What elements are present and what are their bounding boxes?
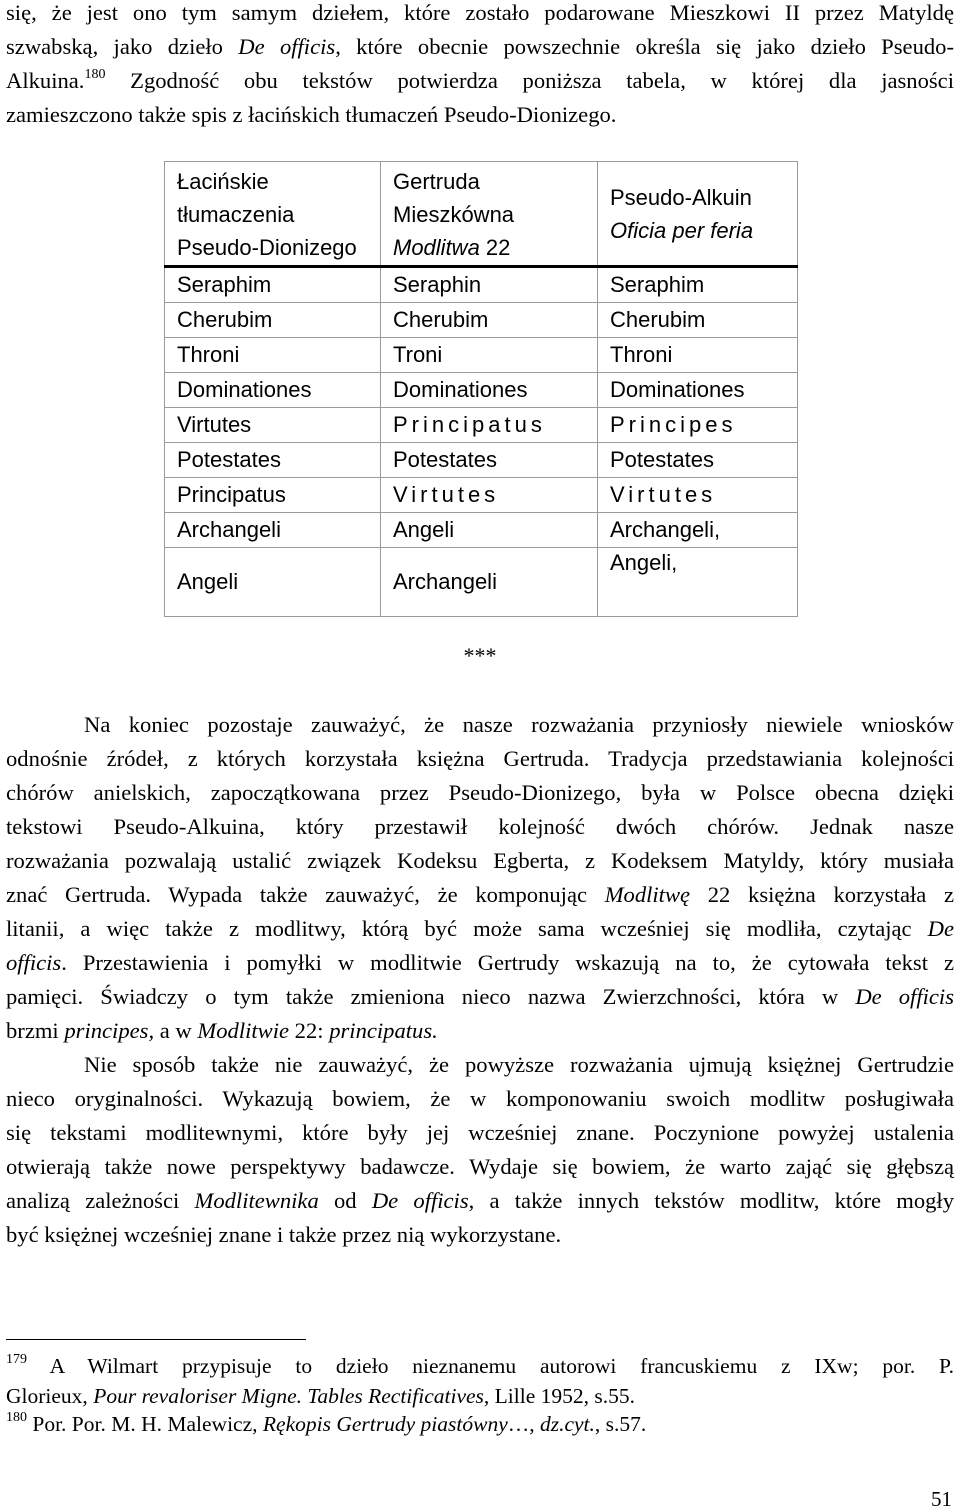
header-gertruda bbox=[381, 162, 598, 267]
p1-line-2 bbox=[6, 748, 954, 771]
cell: Troni bbox=[381, 338, 598, 373]
header-text: Łacińskie bbox=[177, 169, 269, 194]
italic-title: Modlitwę bbox=[604, 882, 691, 907]
cell-spaced: Virtutes bbox=[598, 478, 798, 513]
italic-abbrev: dz.cyt. bbox=[539, 1412, 595, 1436]
text: litanii, a więc także z modlitwy, którą być może sama wcześniej się modliła, czytając bbox=[6, 916, 928, 941]
text: brzmi bbox=[6, 1018, 65, 1043]
text: , Lille 1952, s.55. bbox=[483, 1384, 635, 1408]
cell-spaced: Principatus bbox=[381, 408, 598, 443]
text: . Przestawienia i pomyłki w modlitwie Gertrudy wskazują na to, że cytowała tekst z bbox=[61, 950, 954, 975]
text: zamieszczono także spis z łacińskich tłumaczeń Pseudo-Dionizego. bbox=[6, 102, 617, 127]
header-text: Modlitwa bbox=[393, 235, 480, 260]
cell: Archangeli bbox=[381, 548, 598, 617]
italic-term: principatus. bbox=[329, 1018, 438, 1043]
text: , które obecnie powszechnie określa się jako dzieło Pseudo- bbox=[335, 34, 954, 59]
text: Alkuina. bbox=[6, 68, 85, 93]
p2-line-2 bbox=[6, 1088, 954, 1111]
text: szwabską, jako dzieło bbox=[6, 34, 239, 59]
header-text: tłumaczenia bbox=[177, 202, 295, 227]
italic-term: principes, bbox=[64, 1018, 155, 1043]
table-row bbox=[165, 478, 798, 513]
italic-title: Modlitwie bbox=[197, 1018, 290, 1043]
table-row bbox=[165, 373, 798, 408]
italic-title: officis bbox=[6, 950, 62, 975]
header-text: Pseudo-Alkuin bbox=[610, 184, 752, 210]
cell: Potestates bbox=[381, 443, 598, 478]
p1-line-9 bbox=[6, 986, 954, 1009]
table-row bbox=[165, 443, 798, 478]
text: od bbox=[318, 1188, 372, 1213]
intro-line-4 bbox=[6, 104, 954, 127]
text: się, że jest ono tym samym dziełem, które zostało podarowane Mieszkowi II przez Matyldę bbox=[6, 0, 954, 25]
cell: Angeli bbox=[381, 513, 598, 548]
header-text: Gertruda bbox=[393, 169, 480, 194]
header-text: Pseudo-Dionizego bbox=[177, 235, 357, 260]
text: Zgodność obu tekstów potwierdza poniższa tabela, w której dla jasności bbox=[105, 68, 954, 93]
table-row bbox=[165, 548, 798, 617]
cell: Dominationes bbox=[165, 373, 381, 408]
italic-title: De officis bbox=[855, 984, 954, 1009]
p2-line-1 bbox=[84, 1054, 954, 1077]
cell: Seraphim bbox=[165, 267, 381, 303]
text: tekstowi Pseudo-Alkuina, który przestawił kolejność dwóch chórów. Jednak nasze bbox=[6, 814, 954, 839]
table-row bbox=[165, 303, 798, 338]
p2-line-5 bbox=[6, 1190, 954, 1213]
p1-line-7 bbox=[6, 918, 954, 941]
p1-line-6 bbox=[6, 884, 954, 907]
text: Na koniec pozostaje zauważyć, że nasze rozważania przyniosły niewiele wniosków bbox=[84, 712, 954, 737]
table-row bbox=[165, 338, 798, 373]
p2-line-6 bbox=[6, 1224, 954, 1247]
section-separator: *** bbox=[463, 643, 497, 668]
text: się tekstami modlitewnymi, które były jej wcześniej znane. Poczynione powyżej ustalenia bbox=[6, 1120, 954, 1145]
text: otwierają także nowe perspektywy badawcze. Wydaje się bowiem, że warto zająć się głębszą bbox=[6, 1154, 954, 1179]
cell: Potestates bbox=[165, 443, 381, 478]
p1-line-10 bbox=[6, 1020, 954, 1043]
table-row bbox=[165, 408, 798, 443]
text: chórów anielskich, zapoczątkowana przez Pseudo-Dionizego, była w Polsce obecna dzięki bbox=[6, 780, 954, 805]
text: analizą zależności bbox=[6, 1188, 195, 1213]
text: rozważania pozwalają ustalić związek Kodeksu Egberta, z Kodeksem Matyldy, który musiała bbox=[6, 848, 954, 873]
cell: Principatus bbox=[165, 478, 381, 513]
p1-line-3 bbox=[6, 782, 954, 805]
italic-title: De bbox=[927, 916, 954, 941]
cell: Cherubim bbox=[598, 303, 798, 338]
header-text: 22 bbox=[479, 235, 511, 260]
page-number: 51 bbox=[931, 1487, 952, 1511]
text: , a także innych tekstów modlitw, które mogły bbox=[468, 1188, 955, 1213]
text: 22: bbox=[289, 1018, 330, 1043]
text: a w bbox=[154, 1018, 198, 1043]
cell: Angeli, bbox=[598, 548, 798, 617]
p2-line-4 bbox=[6, 1156, 954, 1179]
footnote-179-line-1 bbox=[6, 1352, 954, 1378]
cell: Archangeli, bbox=[598, 513, 798, 548]
italic-title: Rękopis Gertrudy piastówny bbox=[262, 1412, 508, 1436]
text: być księżnej wcześniej znane i także przez nią wykorzystane. bbox=[6, 1222, 562, 1247]
text: znać Gertruda. Wypada także zauważyć, że komponując bbox=[6, 882, 605, 907]
text: Por. Por. M. H. Malewicz, bbox=[27, 1412, 263, 1436]
text: 22 księżna korzystała z bbox=[690, 882, 954, 907]
table-row bbox=[165, 513, 798, 548]
text: odnośnie źródeł, z których korzystała księżna Gertruda. Tradycja przedstawiania kolejności bbox=[6, 746, 954, 771]
cell: Throni bbox=[598, 338, 798, 373]
intro-line-2 bbox=[6, 36, 954, 59]
header-text: Mieszkówna bbox=[393, 202, 515, 227]
p2-line-3 bbox=[6, 1122, 954, 1145]
cell: Virtutes bbox=[165, 408, 381, 443]
italic-title: De officis bbox=[371, 1188, 469, 1213]
cell: Seraphin bbox=[381, 267, 598, 303]
cell: Angeli bbox=[165, 548, 381, 617]
text: Glorieux, bbox=[6, 1384, 94, 1408]
comparison-table bbox=[164, 161, 798, 617]
italic-title: Pour revaloriser Migne. Tables Rectificatives bbox=[93, 1384, 484, 1408]
cell-spaced: Principes bbox=[598, 408, 798, 443]
p1-line-8 bbox=[6, 952, 954, 975]
italic-title: De officis bbox=[238, 34, 336, 59]
cell: Potestates bbox=[598, 443, 798, 478]
text: nieco oryginalności. Wykazują bowiem, że w komponowaniu swoich modlitw posługiwała bbox=[6, 1086, 954, 1111]
p1-line-4 bbox=[6, 816, 954, 839]
p1-line-1 bbox=[84, 714, 954, 737]
cell: Dominationes bbox=[598, 373, 798, 408]
footnote-number: 180 bbox=[6, 1410, 27, 1425]
text: A Wilmart przypisuje to dzieło nieznanemu autorowi francuskiemu z IXw; por. P. bbox=[27, 1354, 954, 1378]
footnote-ref[interactable]: 180 bbox=[84, 67, 106, 82]
italic-title: Modlitewnika bbox=[194, 1188, 319, 1213]
text: …, bbox=[507, 1412, 540, 1436]
cell-spaced: Virtutes bbox=[381, 478, 598, 513]
table-header-row bbox=[165, 162, 798, 267]
p1-line-5 bbox=[6, 850, 954, 873]
cell: Dominationes bbox=[381, 373, 598, 408]
text: pamięci. Świadczy o tym także zmieniona nieco nazwa Zwierzchności, która w bbox=[6, 984, 856, 1009]
footnote-180 bbox=[6, 1410, 954, 1436]
header-pseudo-alkuin bbox=[598, 162, 798, 267]
intro-line-1 bbox=[6, 2, 954, 25]
header-latin-translations bbox=[165, 162, 381, 267]
text: , s.57. bbox=[594, 1412, 647, 1436]
footnote-rule bbox=[6, 1339, 306, 1340]
footnote-179-line-2 bbox=[6, 1386, 954, 1408]
header-text: Oficia per feria bbox=[610, 217, 754, 243]
table-row bbox=[165, 267, 798, 303]
cell: Cherubim bbox=[165, 303, 381, 338]
cell: Cherubim bbox=[381, 303, 598, 338]
cell: Seraphim bbox=[598, 267, 798, 303]
footnote-number: 179 bbox=[6, 1352, 27, 1367]
cell: Archangeli bbox=[165, 513, 381, 548]
text: Nie sposób także nie zauważyć, że powyższe rozważania ujmują księżnej Gertrudzie bbox=[84, 1052, 954, 1077]
cell: Throni bbox=[165, 338, 381, 373]
intro-line-3 bbox=[6, 67, 954, 93]
